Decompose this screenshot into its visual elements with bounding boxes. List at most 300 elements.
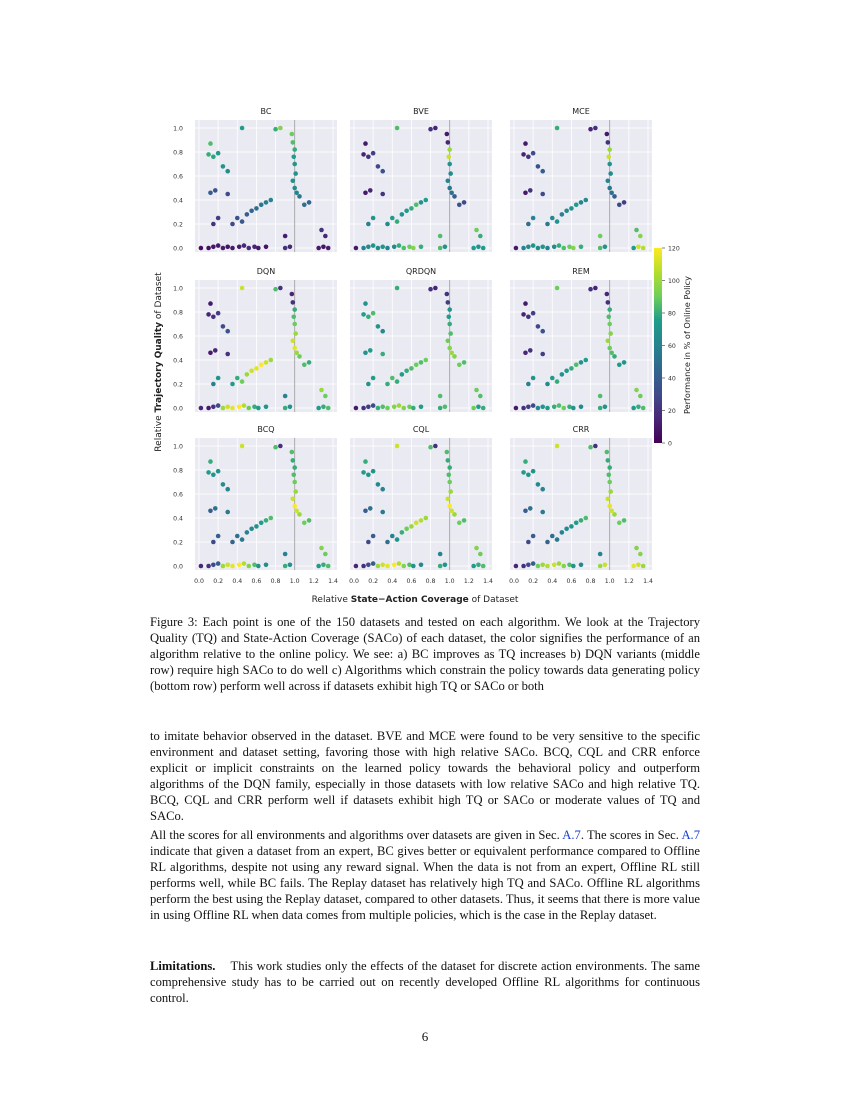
data-point [278,126,283,131]
data-point [636,563,641,568]
data-point [211,563,216,568]
data-point [528,506,533,511]
data-point [452,512,457,517]
data-point [240,537,245,542]
data-point [268,198,273,203]
data-point [216,561,221,566]
data-point [225,169,230,174]
data-point [292,322,297,327]
data-point [411,406,416,411]
data-point [579,245,584,250]
data-point [246,564,251,569]
data-point [292,162,297,167]
data-point [211,315,216,320]
data-point [555,537,560,542]
data-point [536,406,541,411]
data-point [443,563,448,568]
data-point [216,403,221,408]
data-point [446,315,451,320]
data-point [264,360,269,365]
x-tick-label: 0.8 [585,578,596,585]
data-point [254,524,259,529]
data-point [617,521,622,526]
data-point [256,406,261,411]
data-point [380,405,385,410]
data-point [428,287,433,292]
data-point [636,245,641,250]
data-point [438,234,443,239]
data-point [225,352,230,357]
data-point [478,234,483,239]
data-point [371,561,376,566]
section-link-a7[interactable]: A.7 [562,828,581,842]
x-tick-label: 0.8 [270,578,281,585]
data-point [474,546,479,551]
data-point [237,405,242,410]
data-point [555,219,560,224]
y-tick-label: 0.4 [173,515,183,523]
data-point [291,179,296,184]
data-point [216,216,221,221]
x-tick-label: 1.0 [289,578,300,585]
x-tick-label: 0.0 [509,578,519,585]
data-point [481,406,486,411]
data-point [395,126,400,131]
data-point [371,403,376,408]
data-point [523,191,528,196]
data-point [571,564,576,569]
data-point [536,246,541,251]
data-point [366,245,371,250]
data-point [446,300,451,305]
data-point [419,200,424,205]
data-point [401,564,406,569]
data-point [433,444,438,449]
data-point [288,245,293,250]
data-point [638,552,643,557]
data-point [443,405,448,410]
data-point [423,358,428,363]
data-point [452,354,457,359]
data-point [528,188,533,193]
data-point [249,369,254,374]
data-point [354,564,359,569]
data-point [400,212,405,217]
data-point [638,234,643,239]
data-point [368,348,373,353]
data-point [561,564,566,569]
data-point [579,405,584,410]
data-point [540,192,545,197]
data-point [550,376,555,381]
data-point [471,564,476,569]
data-point [555,286,560,291]
data-point [206,246,211,251]
data-point [208,459,213,464]
data-point [457,363,462,368]
data-point [452,194,457,199]
data-point [256,246,261,251]
data-point [476,563,481,568]
data-point [531,376,536,381]
data-point [423,516,428,521]
data-point [291,155,296,160]
data-point [606,497,611,502]
data-point [607,162,612,167]
data-point [514,246,519,251]
data-point [449,509,454,514]
data-point [302,521,307,526]
data-point [385,540,390,545]
data-point [449,191,454,196]
data-point [230,382,235,387]
data-point [291,315,296,320]
data-point [242,243,247,248]
paragraph-1: to imitate behavior observed in the dataset. BVE and MCE were found to be very sensitive to the specific environment and dataset setting, favoring those with high relative SACo. BCQ, CQL and CRR enforce explicit or implicit constraints on the learned policy towards the behavioral policy and outperform algorithms of the DQN family, especially in those datasets with low relative SACo and high relative TQ. BCQ, CQL and CRR perform well if datasets exhibit high TQ or SACo or moderate values of TQ and SACo. [150,729,700,823]
data-point [447,162,452,167]
data-point [462,518,467,523]
colorbar-tick-label: 80 [668,310,676,318]
data-point [404,369,409,374]
panel-title: BC [260,107,272,116]
panel-background [195,280,337,412]
data-point [411,564,416,569]
data-point [392,563,397,568]
data-point [569,366,574,371]
data-point [397,403,402,408]
panel-title: MCE [572,107,590,116]
y-tick-label: 1.0 [173,443,183,451]
data-point [380,352,385,357]
data-point [523,459,528,464]
data-point [283,564,288,569]
panel-dqn [173,267,337,413]
data-point [246,406,251,411]
data-point [443,245,448,250]
data-point [481,246,486,251]
data-point [213,506,218,511]
data-point [438,246,443,251]
data-point [521,406,526,411]
data-point [268,358,273,363]
data-point [366,155,371,160]
data-point [216,243,221,248]
data-point [376,324,381,329]
data-point [606,315,611,320]
data-point [583,516,588,521]
data-point [216,151,221,156]
data-point [268,516,273,521]
data-point [564,209,569,214]
data-point [361,312,366,317]
data-point [376,406,381,411]
data-point [447,504,452,509]
data-point [536,164,541,169]
x-tick-label: 1.0 [444,578,455,585]
data-point [199,564,204,569]
data-point [521,152,526,157]
data-point [531,469,536,474]
data-point [288,563,293,568]
data-point [225,487,230,492]
data-point [294,351,299,356]
data-point [557,403,562,408]
data-point [230,222,235,227]
data-point [368,506,373,511]
data-point [235,216,240,221]
colorbar-tick-label: 60 [668,343,676,350]
data-point [230,540,235,545]
data-point [380,169,385,174]
data-point [326,246,331,251]
data-point [199,406,204,411]
data-point [531,311,536,316]
data-point [598,246,603,251]
data-point [225,192,230,197]
data-point [366,315,371,320]
data-point [363,191,368,196]
y-tick-label: 0.2 [173,381,183,389]
data-point [574,363,579,368]
data-point [608,489,613,494]
data-point [433,286,438,291]
colorbar-label: Performance in % of Online Policy [682,276,692,414]
data-point [555,379,560,384]
paragraph-limitations: Limitations. This work studies only the effects of the dataset for discrete action environments. The same comprehensive study has to be carried out on recently developed Offline RL algorithms for continuous control. [150,959,701,1005]
panel-background [195,120,337,252]
data-point [294,509,299,514]
data-point [225,329,230,334]
data-point [419,245,424,250]
y-tick-label: 0.0 [173,563,183,571]
data-point [290,450,295,455]
data-point [419,563,424,568]
y-tick-label: 0.6 [173,173,183,181]
data-point [446,155,451,160]
data-point [291,339,296,344]
data-point [307,200,312,205]
data-point [323,552,328,557]
data-point [264,518,269,523]
data-point [273,127,278,132]
data-point [523,351,528,356]
data-point [457,521,462,526]
data-point [540,405,545,410]
data-point [211,155,216,160]
data-point [221,564,226,569]
data-point [206,312,211,317]
data-point [622,200,627,205]
data-point [291,140,296,145]
data-point [211,473,216,478]
x-tick-label: 0.4 [547,578,558,585]
data-point [380,329,385,334]
x-tick-label: 1.4 [643,578,653,585]
data-point [448,171,453,176]
y-tick-label: 0.0 [173,405,183,413]
data-point [540,563,545,568]
data-point [245,212,250,217]
data-point [536,564,541,569]
panel-background [195,438,337,570]
data-point [278,444,283,449]
data-point [593,126,598,131]
data-point [634,546,639,551]
data-point [213,348,218,353]
data-point [321,563,326,568]
y-tick-label: 0.8 [173,149,183,157]
data-point [376,482,381,487]
data-point [540,510,545,515]
data-point [428,127,433,132]
data-point [409,366,414,371]
data-point [385,246,390,251]
data-point [521,564,526,569]
data-point [612,512,617,517]
panel-background [350,438,492,570]
data-point [235,534,240,539]
data-point [240,444,245,449]
data-point [514,564,519,569]
data-point [292,346,297,351]
data-point [588,287,593,292]
data-point [235,376,240,381]
data-point [447,346,452,351]
data-point [550,534,555,539]
data-point [363,351,368,356]
y-tick-label: 0.4 [173,197,183,205]
data-point [476,405,481,410]
data-point [641,564,646,569]
data-point [446,140,451,145]
panel-rem [510,267,652,412]
data-point [380,563,385,568]
data-point [366,222,371,227]
data-point [526,540,531,545]
data-point [526,382,531,387]
x-tick-label: 0.2 [368,578,379,585]
x-axis-label: Relative State−Action Coverage of Dataset [311,595,519,605]
data-point [552,405,557,410]
data-point [521,246,526,251]
data-point [528,348,533,353]
data-point [561,246,566,251]
data-point [211,540,216,545]
data-point [414,363,419,368]
data-point [438,564,443,569]
colorbar [654,246,692,448]
data-point [199,246,204,251]
data-point [316,406,321,411]
data-point [361,152,366,157]
data-point [221,164,226,169]
y-tick-label: 1.0 [173,285,183,293]
data-point [390,216,395,221]
data-point [588,445,593,450]
data-point [240,219,245,224]
data-point [514,406,519,411]
x-tick-label: 1.2 [623,578,634,585]
data-point [631,564,636,569]
data-point [414,203,419,208]
panel-bve [350,107,492,252]
data-point [552,563,557,568]
data-point [446,497,451,502]
data-point [409,524,414,529]
data-point [608,331,613,336]
data-point [385,222,390,227]
data-point [521,470,526,475]
data-point [225,405,230,410]
data-point [395,219,400,224]
data-point [211,222,216,227]
data-point [273,287,278,292]
data-point [526,222,531,227]
data-point [607,465,612,470]
data-point [376,164,381,169]
data-point [264,405,269,410]
data-point [574,203,579,208]
data-point [588,127,593,132]
data-point [292,480,297,485]
data-point [478,552,483,557]
panel-background [510,438,652,570]
data-point [476,245,481,250]
data-point [371,311,376,316]
data-point [292,504,297,509]
data-point [273,445,278,450]
data-point [237,563,242,568]
data-point [208,509,213,514]
data-point [264,563,269,568]
data-point [256,564,261,569]
data-point [259,363,264,368]
panel-title: BVE [413,107,429,116]
panel-background [510,280,652,412]
data-point [395,286,400,291]
data-point [254,206,259,211]
y-tick-label: 0.2 [173,539,183,547]
data-point [292,147,297,152]
panel-title: REM [572,267,590,276]
panel-title: BCQ [257,425,275,434]
data-point [361,470,366,475]
data-point [445,450,450,455]
data-point [395,444,400,449]
data-point [297,354,302,359]
data-point [609,509,614,514]
data-point [371,243,376,248]
paragraph-2: All the scores for all environments and algorithms over datasets are given in Sec. A.7. The scores in Sec. A.7 indicate that given a dataset from an expert, BC gives better or equivalent performance compared to Offline RL algorithms, despite not using any reward signal. When the data is not from an expert, Offline RL still performs well, while BC fails. The Replay dataset has relatively high TQ and SACo. Offline RL algorithms perform the best using the Replay dataset, compared to other datasets. Thus, it seems that there is more value in using Offline RL when data comes from multiple policies, which is the case in the Replay dataset. [150,828,700,922]
data-point [397,561,402,566]
data-point [447,322,452,327]
data-point [545,222,550,227]
data-point [540,329,545,334]
data-point [366,540,371,545]
data-point [363,141,368,146]
data-point [603,245,608,250]
data-point [213,188,218,193]
data-point [446,473,451,478]
data-point [447,147,452,152]
data-point [583,198,588,203]
data-point [579,518,584,523]
data-point [474,388,479,393]
data-point [540,245,545,250]
data-point [288,405,293,410]
data-point [545,382,550,387]
section-link-a7-2[interactable]: A.7 [681,828,700,842]
